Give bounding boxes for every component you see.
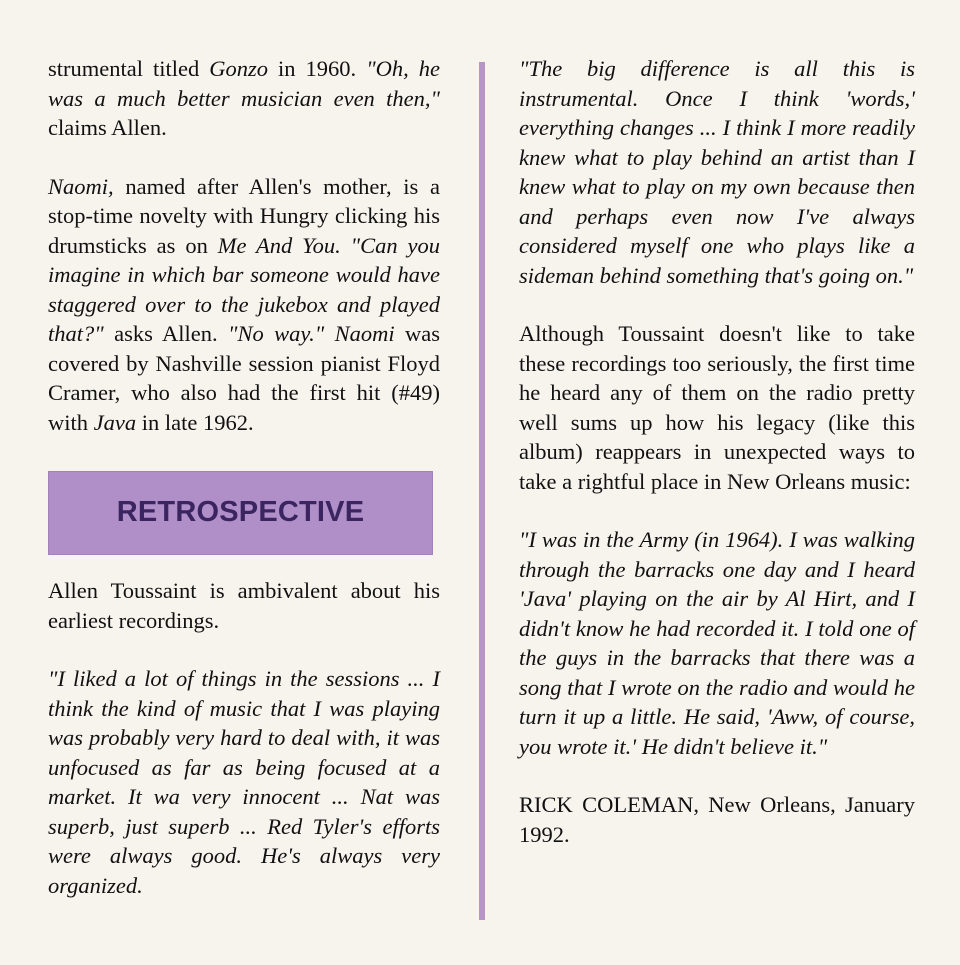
- left-column: [48, 54, 440, 900]
- paragraph-gonzo: strumental titled Gonzo in 1960. "Oh, he was a much better musician even then," claims Allen.: [48, 56, 441, 140]
- title-naomi: Naomi,: [48, 173, 114, 199]
- paragraph-legacy: Although Toussaint doesn't like to take these recordings too seriously, the first time he heard any of them on the radio pretty well sums up how his legacy (like this album) reappears in unexpected ways to take a rightful place in New Orleans music:: [519, 321, 915, 494]
- title-me-and-you: Me And You.: [217, 232, 341, 258]
- banner-heading: RETROSPECTIVE: [116, 496, 365, 529]
- paragraph-ambivalent: Allen Toussaint is ambivalent about his earliest recordings.: [48, 578, 440, 633]
- quote-allen-2: "Can you imagine in which bar someone would have staggered over to the jukebox and played that?": [48, 232, 440, 346]
- paragraph-naomi: Naomi, named after Allen's mother, is a stop-time novelty with Hungry clicking his drumsticks as on Me And You. "Can you imagine in which bar someone would have staggered over to the jukebox and played that?" asks Allen. "No way." Naomi was covered by Nashville session pianist Floyd Cramer, who also had the first hit (#49) with Java in late 1962.: [48, 173, 440, 435]
- title-java: Java: [93, 409, 137, 435]
- retrospective-banner: [48, 471, 433, 555]
- right-column: [519, 54, 915, 849]
- quote-allen-1: "Oh, he was a much better musician even then,": [48, 56, 441, 111]
- title-gonzo: Gonzo: [209, 56, 269, 81]
- column-divider: [479, 62, 485, 920]
- quote-sessions: "I liked a lot of things in the sessions ... I think the kind of music that I was playing was probably very hard to deal with, it was unfocused as far as being focused at a market. It wa very innocent ... Nat was superb, just superb ... Red Tyler's efforts were always good. He's always very organized.: [48, 666, 440, 898]
- byline: RICK COLEMAN, New Orleans, January 1992.: [519, 792, 915, 847]
- quote-army: "I was in the Army (in 1964). I was walking through the barracks one day and I heard 'Java' playing on the air by Al Hirt, and I didn't know he had recorded it. I told one of the guys in the barracks that there was a song that I wrote on the radio and would he turn it up a little. He said, 'Aww, of course, you wrote it.' He didn't believe it.": [519, 527, 915, 759]
- quote-allen-3: "No way." Naomi: [228, 321, 395, 346]
- quote-instrumental: "The big difference is all this is instrumental. Once I think 'words,' everything changes ... I think I more readily knew what to play behind an artist than I knew what to play on my own because then and perhaps even now I've always considered myself one who plays like a sideman behind something that's going on.": [519, 56, 915, 288]
